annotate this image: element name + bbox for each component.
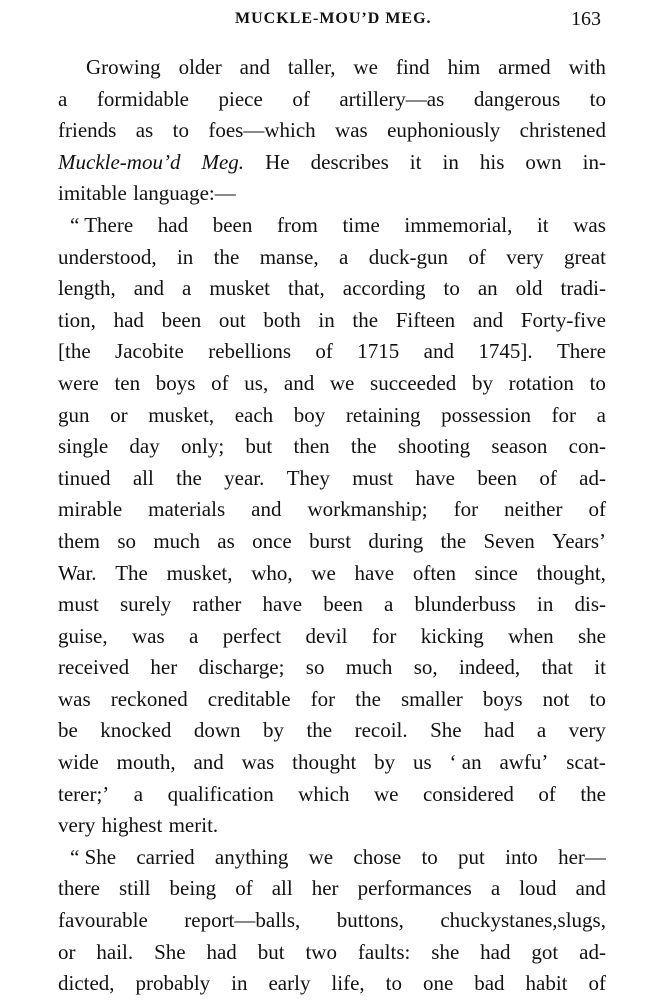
word: ten — [114, 370, 141, 395]
word: con- — [568, 434, 606, 459]
word: of — [539, 465, 557, 490]
word: rotation — [508, 370, 574, 395]
word: a — [384, 592, 394, 617]
word: we — [373, 781, 399, 806]
word: boy — [293, 402, 326, 427]
word: down — [193, 718, 241, 743]
text-line — [58, 84, 606, 116]
word: a — [182, 276, 192, 301]
word: blunderbuss — [414, 592, 516, 617]
word: 1745]. — [478, 339, 533, 364]
word: creditable — [207, 686, 291, 711]
word: terer;’ — [58, 781, 110, 806]
word: but — [257, 939, 285, 964]
word: recoil. — [354, 718, 408, 743]
word: Seven — [483, 528, 535, 553]
word: very — [58, 813, 96, 838]
word: that — [541, 655, 573, 680]
word: and — [193, 750, 224, 775]
word: of — [292, 86, 310, 111]
word: got — [531, 939, 559, 964]
word: rather — [192, 592, 242, 617]
word: them — [58, 528, 100, 553]
word: ad- — [579, 465, 606, 490]
word: of — [468, 244, 486, 269]
word: had — [206, 939, 237, 964]
word: only; — [181, 434, 225, 459]
word: buttons, — [336, 908, 404, 933]
word: duck-gun — [368, 244, 449, 269]
running-head: MUCKLE-MOU’D MEG. — [235, 10, 432, 27]
word: been — [477, 465, 517, 490]
word: been — [161, 307, 202, 332]
word: a — [338, 244, 349, 269]
text-line — [58, 431, 606, 463]
word: discharge; — [198, 655, 285, 680]
word: must — [58, 592, 99, 617]
word: boys — [482, 686, 523, 711]
word: retaining — [345, 402, 421, 427]
word: according — [342, 276, 426, 301]
word: of — [588, 971, 606, 996]
word: length, — [58, 276, 116, 301]
word: was — [241, 750, 275, 775]
word: thought — [292, 750, 357, 775]
text-line — [58, 52, 606, 84]
word: early — [268, 971, 311, 996]
text-line — [58, 652, 606, 684]
word: gun — [58, 402, 90, 427]
word: merit. — [168, 813, 219, 838]
word: of — [211, 370, 229, 395]
word: much — [345, 655, 393, 680]
word: old — [515, 276, 543, 301]
word: much — [153, 528, 200, 553]
word: him — [447, 55, 481, 79]
word: had — [113, 307, 144, 332]
word: awfu’ — [499, 750, 549, 775]
word: armed — [498, 55, 551, 79]
word: piece — [218, 86, 263, 111]
word: to — [589, 86, 606, 111]
text-line — [58, 842, 606, 874]
word: chuckystanes,slugs, — [440, 908, 606, 933]
word: be — [58, 718, 78, 743]
word: carried — [136, 844, 195, 869]
word: scat- — [566, 750, 606, 775]
word: we — [311, 560, 336, 585]
word: in — [231, 971, 248, 996]
word: she — [578, 623, 606, 648]
word: performances — [357, 876, 472, 901]
word: taller, — [287, 55, 336, 79]
word: very — [506, 244, 544, 269]
word: artillery—as — [339, 86, 445, 111]
word: into — [505, 844, 538, 869]
word: she — [431, 939, 460, 964]
word: from — [277, 212, 318, 237]
word: and — [283, 370, 315, 395]
word: all — [132, 465, 154, 490]
word: [the — [58, 339, 91, 364]
word: one — [422, 971, 454, 996]
word: loud — [519, 876, 557, 901]
word: dicted, — [58, 971, 115, 996]
word: habit — [525, 971, 568, 996]
word: we — [353, 55, 378, 79]
word: to — [385, 971, 402, 996]
word: who, — [251, 560, 293, 585]
word: we — [308, 844, 334, 869]
word: a — [536, 718, 547, 743]
word: a — [490, 876, 501, 901]
word: or — [58, 939, 76, 964]
word: The — [115, 560, 148, 585]
word: very — [568, 718, 606, 743]
text-line — [58, 937, 606, 969]
word: and — [472, 307, 504, 332]
word: season — [491, 434, 548, 459]
text-line — [58, 621, 606, 653]
word: once — [252, 528, 292, 553]
word: life, — [331, 971, 365, 996]
word: hail. — [96, 939, 134, 964]
word: and — [133, 276, 165, 301]
word: smaller — [400, 686, 463, 711]
word: since — [474, 560, 518, 585]
word: was — [131, 623, 165, 648]
word: or — [110, 402, 128, 427]
word: must — [352, 465, 394, 490]
word: of — [315, 339, 333, 364]
word: for — [453, 497, 479, 522]
word: the — [352, 307, 379, 332]
word: a — [58, 86, 68, 111]
word: knocked — [100, 718, 172, 743]
word: qualification — [167, 781, 274, 806]
word: the — [213, 244, 240, 269]
word: have — [415, 465, 456, 490]
word: succeeded — [370, 370, 457, 395]
word: then — [293, 434, 330, 459]
word: neither — [504, 497, 563, 522]
word: Muckle-mou’d — [58, 149, 181, 174]
text-line — [58, 558, 606, 590]
word: They — [286, 465, 330, 490]
word: She — [154, 939, 186, 964]
word: when — [508, 623, 554, 648]
text-line — [58, 273, 606, 305]
word: being — [169, 876, 217, 901]
word: imitable — [58, 181, 127, 206]
word: “ There — [70, 212, 134, 237]
word: He — [265, 149, 290, 174]
word: were — [58, 370, 99, 395]
word: 1715 — [357, 339, 400, 364]
word: perfect — [222, 623, 282, 648]
word: the — [440, 528, 467, 553]
word: ‘ an — [449, 750, 482, 775]
word: was — [58, 686, 91, 711]
word: Meg. — [201, 149, 245, 174]
word: reckoned — [110, 686, 188, 711]
word: there — [58, 876, 100, 901]
word: foes—which — [208, 118, 316, 143]
text-line — [58, 905, 606, 937]
word: ad- — [579, 939, 606, 964]
word: by — [374, 750, 396, 775]
word: of — [588, 497, 606, 522]
word: as — [217, 528, 235, 553]
word: out — [218, 307, 246, 332]
word: her — [150, 655, 178, 680]
word: a — [133, 781, 144, 806]
word: Growing — [86, 55, 161, 79]
word: find — [395, 55, 430, 79]
word: and — [423, 339, 454, 364]
word: been — [212, 212, 253, 237]
text-line — [58, 810, 606, 842]
word: possession — [441, 402, 531, 427]
text-line — [58, 305, 606, 337]
word: often — [412, 560, 456, 585]
word: of — [538, 781, 556, 806]
word: thought, — [536, 560, 606, 585]
word: and — [239, 55, 270, 79]
word: as — [135, 118, 154, 143]
word: dangerous — [473, 86, 561, 111]
text-line — [58, 494, 606, 526]
word: so — [305, 655, 325, 680]
word: shooting — [397, 434, 471, 459]
body-text — [58, 52, 606, 1000]
text-line — [58, 526, 606, 558]
word: each — [234, 402, 274, 427]
word: and — [575, 876, 606, 901]
word: “ She — [70, 844, 117, 869]
word: received — [58, 655, 130, 680]
word: both — [263, 307, 301, 332]
word: been — [323, 592, 363, 617]
word: a — [596, 402, 606, 427]
word: the — [176, 465, 202, 490]
text-line — [58, 368, 606, 400]
word: immemorial, — [404, 212, 513, 237]
word: for — [551, 402, 577, 427]
word: She — [430, 718, 462, 743]
text-line — [58, 715, 606, 747]
text-line — [58, 968, 606, 1000]
word: was — [335, 118, 368, 143]
word: two — [305, 939, 337, 964]
word: time — [342, 212, 380, 237]
text-line — [58, 178, 606, 210]
word: to — [589, 370, 606, 395]
text-line — [58, 873, 606, 905]
word: had — [480, 939, 511, 964]
word: burst — [309, 528, 352, 553]
text-line — [58, 463, 606, 495]
word: tion, — [58, 307, 96, 332]
word: year. — [224, 465, 265, 490]
word: the — [306, 718, 333, 743]
word: language:— — [133, 181, 236, 206]
word: workmanship; — [307, 497, 428, 522]
text-line — [58, 400, 606, 432]
word: faults: — [357, 939, 411, 964]
text-line — [58, 589, 606, 621]
word: musket — [209, 276, 271, 301]
word: during — [368, 528, 424, 553]
text-line — [58, 779, 606, 811]
word: musket, — [166, 560, 233, 585]
word: report—balls, — [184, 908, 301, 933]
word: the — [580, 781, 606, 806]
word: her — [311, 876, 339, 901]
word: Years’ — [552, 528, 606, 553]
word: that, — [288, 276, 325, 301]
word: probably — [135, 971, 211, 996]
word: put — [458, 844, 485, 869]
word: in — [537, 592, 554, 617]
word: day — [129, 434, 160, 459]
text-line — [58, 684, 606, 716]
word: indeed, — [458, 655, 521, 680]
word: us — [412, 750, 432, 775]
word: boys — [155, 370, 196, 395]
word: all — [271, 876, 293, 901]
word: so, — [413, 655, 438, 680]
word: still — [119, 876, 151, 901]
word: but — [245, 434, 273, 459]
word: anything — [214, 844, 289, 869]
word: manse, — [259, 244, 319, 269]
word: of — [235, 876, 253, 901]
word: for — [310, 686, 336, 711]
word: dis- — [574, 592, 606, 617]
word: There — [556, 339, 606, 364]
word: single — [58, 434, 109, 459]
word: which — [298, 781, 350, 806]
word: by — [263, 718, 285, 743]
word: rebellions — [208, 339, 292, 364]
word: euphoniously — [387, 118, 501, 143]
text-line — [58, 242, 606, 274]
word: to — [172, 118, 189, 143]
word: older — [178, 55, 222, 79]
word: have — [354, 560, 395, 585]
word: have — [262, 592, 303, 617]
word: describes — [310, 149, 389, 174]
word: highest — [101, 813, 163, 838]
word: it — [594, 655, 606, 680]
word: christened — [519, 118, 606, 143]
word: surely — [119, 592, 172, 617]
word: wide — [58, 750, 99, 775]
word: War. — [58, 560, 97, 585]
word: in — [318, 307, 335, 332]
text-line — [58, 115, 606, 147]
word: her— — [558, 844, 606, 869]
text-line — [58, 210, 606, 242]
word: and — [251, 497, 282, 522]
word: the — [355, 686, 381, 711]
word: chose — [353, 844, 402, 869]
word: great — [563, 244, 606, 269]
word: Fifteen — [395, 307, 456, 332]
word: Jacobite — [115, 339, 184, 364]
word: tinued — [58, 465, 111, 490]
word: to — [443, 276, 460, 301]
word: to — [589, 686, 606, 711]
word: his — [479, 149, 505, 174]
word: kicking — [420, 623, 484, 648]
word: understood, — [58, 244, 157, 269]
word: with — [568, 55, 606, 79]
word: had — [157, 212, 189, 237]
word: had — [484, 718, 515, 743]
word: not — [542, 686, 570, 711]
word: guise, — [58, 623, 108, 648]
word: was — [573, 212, 606, 237]
word: to — [421, 844, 438, 869]
page-number: 163 — [571, 8, 601, 30]
word: by — [471, 370, 493, 395]
word: we — [329, 370, 355, 395]
word: Forty-five — [520, 307, 606, 332]
word: in — [442, 149, 459, 174]
word: musket, — [148, 402, 215, 427]
text-line — [58, 336, 606, 368]
text-line — [58, 747, 606, 779]
word: tradi- — [560, 276, 606, 301]
word: it — [536, 212, 549, 237]
word: a — [189, 623, 199, 648]
word: materials — [148, 497, 226, 522]
text-line — [58, 147, 606, 179]
word: it — [409, 149, 422, 174]
word: in — [176, 244, 194, 269]
word: own — [525, 149, 562, 174]
word: favourable — [58, 908, 148, 933]
word: for — [371, 623, 397, 648]
word: us, — [244, 370, 269, 395]
word: in- — [582, 149, 606, 174]
word: considered — [422, 781, 514, 806]
word: an — [477, 276, 498, 301]
page-header — [0, 8, 663, 32]
word: formidable — [96, 86, 189, 111]
word: mirable — [58, 497, 123, 522]
word: mouth, — [116, 750, 176, 775]
word: friends — [58, 118, 117, 143]
word: the — [350, 434, 377, 459]
word: so — [117, 528, 136, 553]
word: devil — [305, 623, 348, 648]
word: bad — [474, 971, 505, 996]
